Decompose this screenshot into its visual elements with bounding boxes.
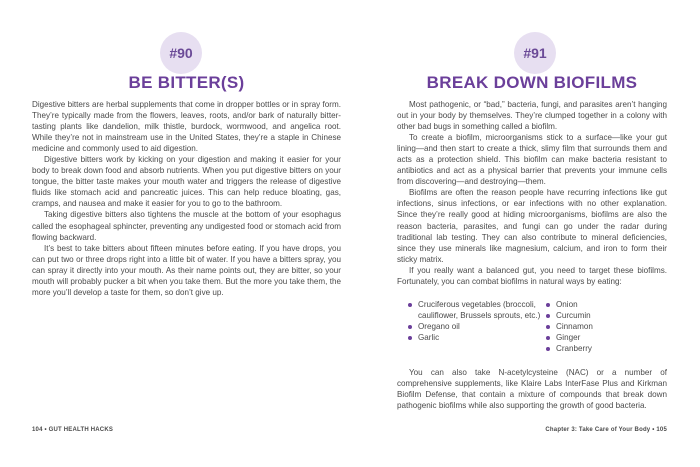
paragraph: You can also take N-acetylcysteine (NAC) or a number of comprehensive supplements, like Klaire Labs InterFase Plus and Kirkman Biofilm Defense, that contain a mixture of compounds that break down pathogenic biofilms while also supporting the growth of good bacteria. [397,368,667,411]
paragraph: If you really want a balanced gut, you need to target these biofilms. Fortunately, you can combat biofilms in natural ways by eating: [397,265,667,286]
list-item: Garlic [407,332,545,343]
left-page [32,0,341,467]
section-title: BREAK DOWN BIOFILMS [426,73,638,92]
list-item: Onion [545,299,593,310]
body-text [32,99,341,298]
list-item: Cruciferous vegetables (broccoli, cauliflower, Brussels sprouts, etc.) [407,299,545,321]
closing-text [397,367,667,411]
page-footer: Chapter 3: Take Care of Your Body • 105 [545,427,667,433]
hack-number-badge: #91 [514,32,556,74]
body-text [397,99,667,287]
list-item: Curcumin [545,310,593,321]
paragraph: Biofilms are often the reason people have recurring infections like gut infections, sinus infections, or ear infections with no other explanation. Since they’re really good at hiding microorganisms, biofilms are also the reason bacteria, parasites, and fungi can go under the radar during traditional lab testing. They can also contribute to mineral deficiencies, since they use minerals like magnesium, calcium, and iron to form their sticky matrix. [397,188,667,264]
list-item: Cranberry [545,343,593,354]
right-page [397,0,667,467]
list-item: Cinnamon [545,321,593,332]
paragraph: It’s best to take bitters about fifteen minutes before eating. If you have drops, you can put two or three drops right into a little bit of water. If you have a bitters spray, you can spray it directly into your mouth. As their name points out, they are bitter, so your mouth will probably pucker a bit when you take them. But the more you take them, the more you’ll develop a taste for them, so don’t give up. [32,243,341,297]
hack-number-badge: #90 [160,32,202,74]
list-item: Oregano oil [407,321,545,332]
bullet-list-left [407,299,545,354]
paragraph: Most pathogenic, or “bad,” bacteria, fungi, and parasites aren’t hanging out in your body by themselves. They’re clumped together in a colony with other bad bugs in something called a biofilm. [397,100,667,132]
paragraph: Taking digestive bitters also tightens the muscle at the bottom of your esophagus called the esophageal sphincter, preventing any undigested food or stomach acid from flowing backward. [32,210,341,242]
paragraph: To create a biofilm, microorganisms stick to a surface—like your gut lining—and then start to create a thick, slimy film that surrounds them and acts as a protection shield. This biofilm can make bacteria resistant to antibiotics and act as a physical barrier that prevents your immune cells from discovering—and destroying—them. [397,133,667,187]
page-footer: 104 • GUT HEALTH HACKS [32,427,114,433]
food-list [407,299,667,354]
section-title: BE BITTER(S) [128,73,245,92]
paragraph: Digestive bitters are herbal supplements that come in dropper bottles or in spray form. They’re typically made from the flowers, leaves, roots, and/or bark of naturally bitter-tasting plants like dandelion, milk thistle, burdock, wormwood, and angelica root. While they’re not in mainstream use in the United States, they’re a staple in Chinese medicine and commonly used to aid digestion. [32,100,341,154]
list-item: Ginger [545,332,593,343]
paragraph: Digestive bitters work by kicking on your digestion and making it easier for your body to break down food and absorb nutrients. When you put digestive bitters on your tongue, the bitter taste makes your mouth water and triggers the release of digestive fluids like stomach acid and pancreatic juices. This can help reduce bloating, gas, cramps, and nausea and make it easier for you to go to the bathroom. [32,155,341,209]
bullet-list-right [545,299,593,354]
